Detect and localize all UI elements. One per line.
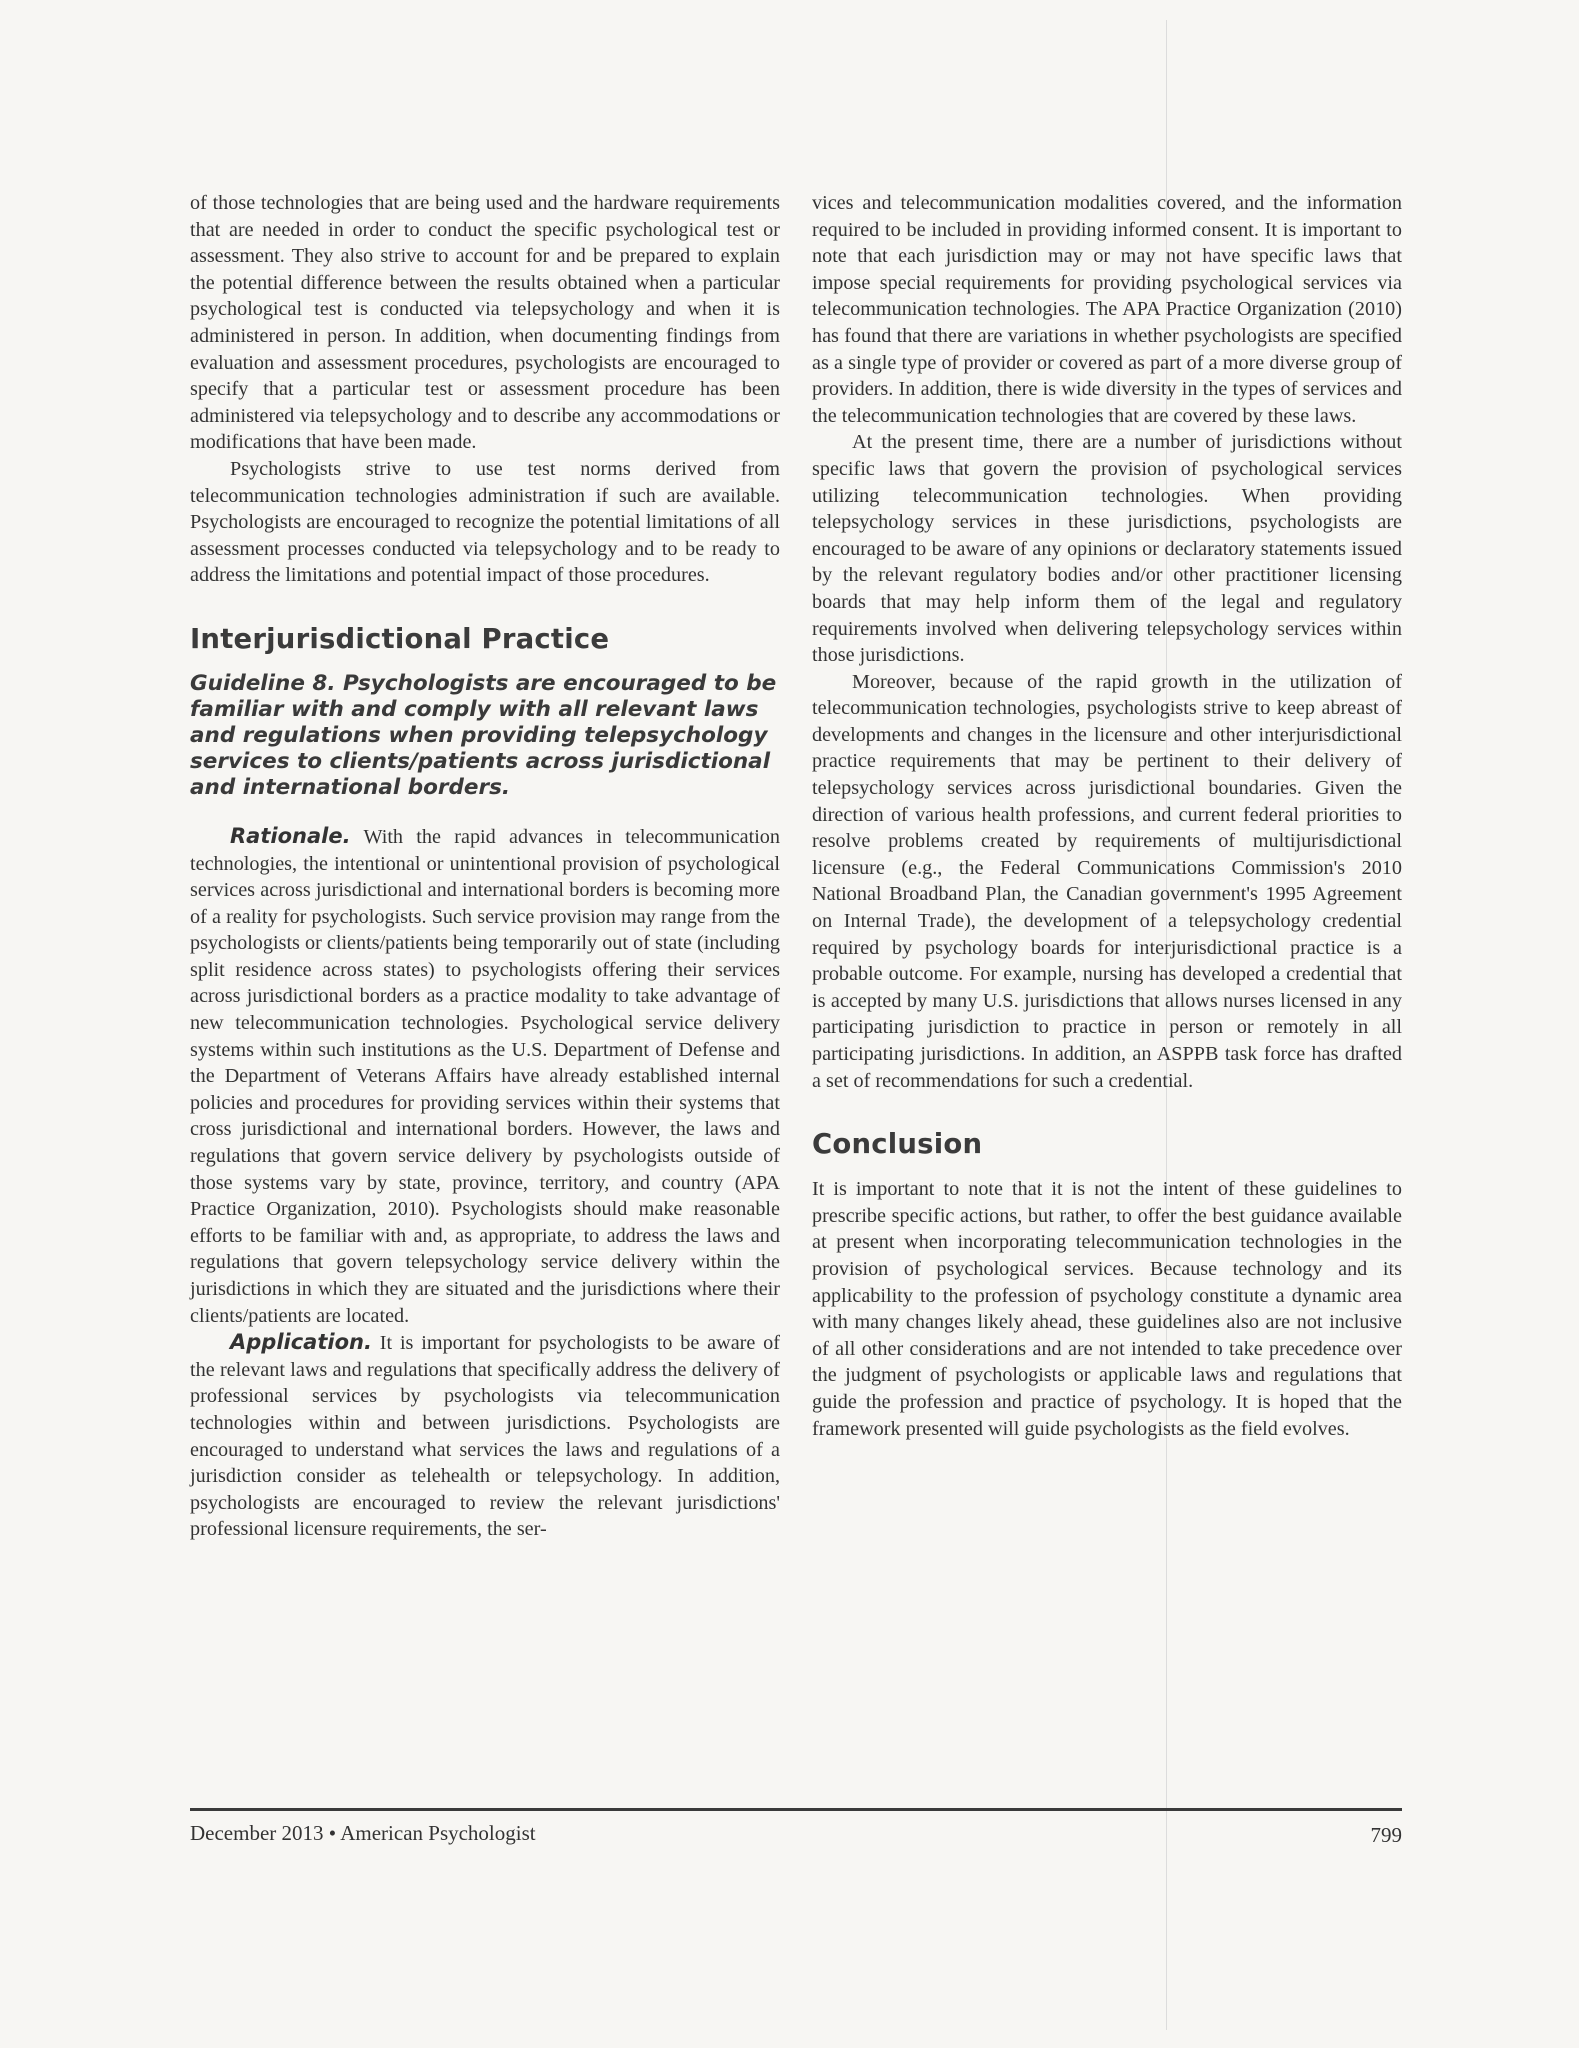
page-number: 799 [1370,1823,1402,1847]
application-label: Application. [230,1330,372,1355]
paragraph: Psychologists strive to use test norms derived from telecommunication technologies administration if such are available. Psychologists are encouraged to recognize the potential limitations of all assessment processes conducted via telepsychology and to be ready to address the limitations and potential impact of those procedures. [190,457,780,587]
paragraph: Moreover, because of the rapid growth in the utilization of telecommunication technologies, psychologists strive to keep abreast of developments and changes in the licensure and other interjurisdictional practice requirements that may be pertinent to their delivery of telepsychology services across jurisdictional boundaries. Given the direction of various health professions, and current federal priorities to resolve problems created by requirements of multijurisdictional licensure (e.g., the Federal Communications Commission's 2010 National Broadband Plan, the Canadian government's 1995 Agreement on Internal Trade), the development of a telepsychology credential required by psychology boards for interjurisdictional practice is a probable outcome. For example, nursing has developed a credential that is accepted by many U.S. jurisdictions that allows nurses licensed in any participating jurisdiction to practice in person or remotely in all participating jurisdictions. In addition, an ASPPB task force has drafted a set of recommendations for such a credential. [812,670,1402,1092]
rationale-text: With the rapid advances in telecommunication technologies, the intentional or unintentional provision of psychological services across jurisdictional and international borders is becoming more of a reality for psychologists. Such service provision may range from the psychologists or clients/patients being temporarily out of state (including split residence across states) to psychologists offering their services across jurisdictional borders as a practice modality to take advantage of new telecommunication technologies. Psychological service delivery systems within such institutions as the U.S. Department of Defense and the Department of Veterans Affairs have already established internal policies and procedures for providing services within their systems that cross jurisdictional and international borders. However, the laws and regulations that govern service delivery by psychologists outside of those systems vary by state, province, territory, and country (APA Practice Organization, 2010). Psychologists should make reasonable efforts to be familiar with and, as appropriate, to address the laws and regulations that govern telepsychology service delivery within the jurisdictions in which they are situated and the jurisdictions where their clients/patients are located. [190,825,780,1327]
application-text: It is important for psychologists to be aware of the relevant laws and regulations that specifically address the delivery of professional services by psychologists via telecommunication technologies within and between jurisdictions. Psychologists are encouraged to understand what services the laws and regulations of a jurisdiction consider as telehealth or telepsychology. In addition, psychologists are encouraged to review the relevant jurisdictions' professional licensure requirements, the ser- [190,1332,781,1541]
application-paragraph [190,1329,780,1543]
conclusion-paragraph: It is important to note that it is not the intent of these guidelines to prescribe specific actions, but rather, to offer the best guidance available at present when incorporating telecommunication technologies in the provision of psychological services. Because technology and its applicability to the profession of psychology constitute a dynamic area with many changes likely ahead, these guidelines also are not inclusive of all other considerations and are not intended to take precedence over the judgment of psychologists or applicable laws and regulations that guide the profession and practice of psychology. It is hoped that the framework presented will guide psychologists as the field evolves. [812,1178,1402,1440]
guideline-8-statement: Guideline 8. Psychologists are encouraged to be familiar with and comply with all relevant laws and regulations when providing telepsychology services to clients/patients across jurisdictional and international borders. [190,670,777,800]
rationale-label: Rationale. [230,823,351,848]
rationale-paragraph [190,823,780,1329]
paragraph: At the present time, there are a number of jurisdictions without specific laws that govern the provision of psychological services utilizing telecommunication technologies. When providing telepsychology services in these jurisdictions, psychologists are encouraged to be aware of any opinions or declaratory statements issued by the relevant regulatory bodies and/or other practitioner licensing boards that may help inform them of the legal and regulatory requirements involved when delivering telepsychology services within those jurisdictions. [812,431,1402,667]
footer-rule [190,1808,1402,1811]
section-heading-conclusion: Conclusion [812,1128,983,1161]
section-heading-interjurisdictional: Interjurisdictional Practice [190,622,610,655]
paragraph: of those technologies that are being used and the hardware requirements that are needed in order to conduct the specific psychological test or assessment. They also strive to account for and be prepared to explain the potential difference between the results obtained when a particular psychological test is conducted via telepsychology and when it is administered in person. In addition, when documenting findings from evaluation and assessment procedures, psychologists are encouraged to specify that a particular test or assessment procedure has been administered via telepsychology and to describe any accommodations or modifications that have been made. [190,192,780,454]
left-column [190,190,780,1543]
right-column [812,190,1402,1442]
journal-footer: December 2013 • American Psychologist [190,1821,536,1845]
paragraph: vices and telecommunication modalities covered, and the information required to be included in providing informed consent. It is important to note that each jurisdiction may or may not have specific laws that impose special requirements for providing psychological services via telecommunication technologies. The APA Practice Organization (2010) has found that there are variations in whether psychologists are specified as a single type of provider or covered as part of a more diverse group of providers. In addition, there is wide diversity in the types of services and the telecommunication technologies that are covered by these laws. [812,192,1402,427]
